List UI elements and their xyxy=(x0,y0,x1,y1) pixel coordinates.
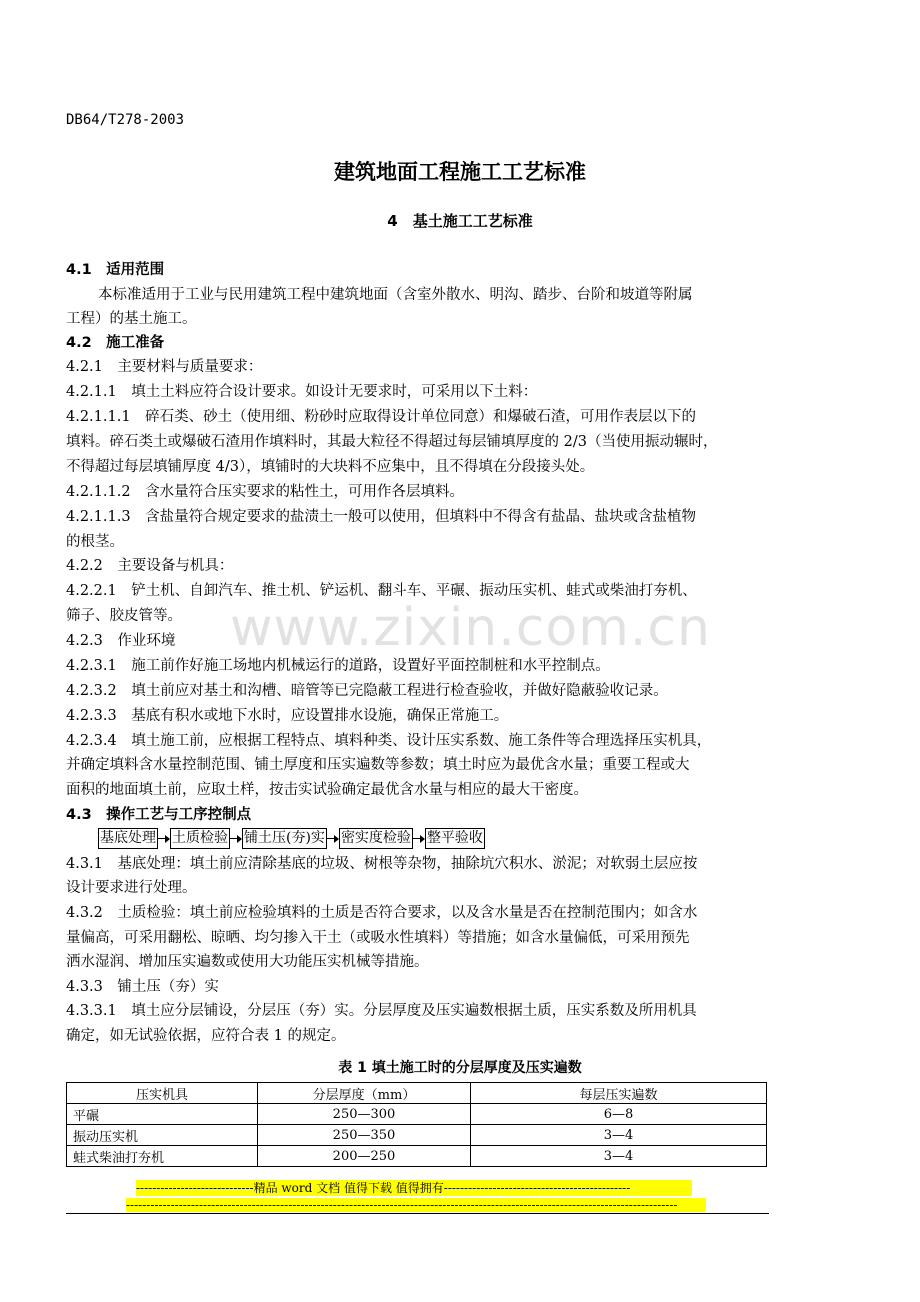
table-header-row xyxy=(67,1083,767,1104)
clause-4-2-1: 4.2.1 主要材料与质量要求： xyxy=(66,359,263,375)
flow-step-2: 土质检验 xyxy=(170,828,230,849)
table-cell: 200—250 xyxy=(258,1146,471,1167)
table-row xyxy=(67,1104,767,1125)
section-heading-4-2: 4.2 施工准备 xyxy=(66,335,165,351)
clause-4-3-2-line2: 量偏高，可采用翻松、晾晒、均匀掺入干土（或吸水性填料）等措施；如含水量偏低，可采用预先 xyxy=(66,930,690,946)
table-header-cell: 每层压实遍数 xyxy=(471,1083,767,1104)
arrow-right-icon xyxy=(413,829,425,848)
flow-step-3: 铺土压(夯)实 xyxy=(242,828,327,849)
table-cell: 振动压实机 xyxy=(67,1125,258,1146)
clause-4-2-3: 4.2.3 作业环境 xyxy=(66,633,176,649)
clause-4-3-1-line1: 4.3.1 基底处理：填土前应清除基底的垃圾、树根等杂物，抽除坑穴积水、淤泥；对软弱土层应按 xyxy=(66,856,698,872)
clause-4-2-2-1-line1: 4.2.2.1 铲土机、自卸汽车、推土机、铲运机、翻斗车、平碾、振动压实机、蛙式或柴油打夯机、 xyxy=(66,583,697,599)
clause-4-2-2-1-line2: 筛子、胶皮管等。 xyxy=(66,608,182,624)
clause-4-3-3: 4.3.3 铺土压（夯）实 xyxy=(66,979,219,995)
section-heading-4-3: 4.3 操作工艺与工序控制点 xyxy=(66,807,252,823)
table-cell: 6—8 xyxy=(471,1104,767,1125)
paragraph-4-1-line2: 工程）的基土施工。 xyxy=(66,311,197,327)
flow-step-5: 整平验收 xyxy=(425,828,485,849)
clause-4-2-1-1-3-line2: 的根茎。 xyxy=(66,534,124,550)
table-row xyxy=(67,1146,767,1167)
table-header-cell: 分层厚度（mm） xyxy=(258,1083,471,1104)
table-cell: 平碾 xyxy=(67,1104,258,1125)
clause-4-3-2-line3: 洒水湿润、增加压实遍数或使用大功能压实机械等措施。 xyxy=(66,954,429,970)
section-heading-4-1: 4.1 适用范围 xyxy=(66,262,165,278)
clause-4-2-1-1-2: 4.2.1.1.2 含水量符合压实要求的粘性土，可用作各层填料。 xyxy=(66,484,465,500)
process-flow xyxy=(98,828,485,849)
clause-4-2-3-4-line1: 4.2.3.4 填土施工前，应根据工程特点、填料种类、设计压实系数、施工条件等合理选择压实机具， xyxy=(66,733,712,749)
arrow-right-icon xyxy=(327,829,339,848)
clause-4-2-3-2: 4.2.3.2 填土前应对基土和沟槽、暗管等已完隐蔽工程进行检查验收，并做好隐蔽验收记录。 xyxy=(66,683,668,699)
clause-4-3-1-line2: 设计要求进行处理。 xyxy=(66,880,197,896)
flow-step-4: 密实度检验 xyxy=(339,828,413,849)
clause-4-2-3-3: 4.2.3.3 基底有积水或地下水时，应设置排水设施，确保正常施工。 xyxy=(66,708,509,724)
compaction-table xyxy=(66,1082,767,1167)
clause-4-2-1-1-1-line1: 4.2.1.1.1 碎石类、砂土（使用细、粉砂时应取得设计单位同意）和爆破石渣，可用作表层以下的 xyxy=(66,409,697,425)
table-header-cell: 压实机具 xyxy=(67,1083,258,1104)
clause-4-3-2-line1: 4.3.2 土质检验：填土前应检验填料的土质是否符合要求，以及含水量是否在控制范围内；如含水 xyxy=(66,905,698,921)
clause-4-2-1-1-3-line1: 4.2.1.1.3 含盐量符合规定要求的盐渍土一般可以使用，但填料中不得含有盐晶、盐块或含盐植物 xyxy=(66,509,697,525)
table-cell: 3—4 xyxy=(471,1125,767,1146)
clause-4-2-1-1-1-line2: 填料。碎石类土或爆破石渣用作填料时，其最大粒径不得超过每层铺填厚度的 2/3（当使用振动辗时， xyxy=(66,434,718,450)
flow-step-1: 基底处理 xyxy=(98,828,158,849)
clause-4-2-2: 4.2.2 主要设备与机具： xyxy=(66,558,234,574)
clause-4-2-1-1: 4.2.1.1 填土土料应符合设计要求。如设计无要求时，可采用以下土料： xyxy=(66,384,538,400)
paragraph-4-1-line1: 本标准适用于工业与民用建筑工程中建筑地面（含室外散水、明沟、踏步、台阶和坡道等附属 xyxy=(98,287,693,303)
clause-4-3-3-1-line2: 确定，如无试验依据，应符合表 1 的规定。 xyxy=(66,1028,346,1044)
clause-4-2-3-4-line3: 面积的地面填土前，应取土样，按击实试验确定最优含水量与相应的最大干密度。 xyxy=(66,782,588,798)
table-cell: 250—350 xyxy=(258,1125,471,1146)
table-row xyxy=(67,1125,767,1146)
footer-banner: -----------------------------精品 word 文档 值得下载 值得拥有---------------------------------------------- xyxy=(136,1180,692,1196)
footer-rule xyxy=(66,1213,769,1214)
document-code: DB64/T278-2003 xyxy=(66,112,185,128)
footer-dash-line: ---------------------------------------------------------------------------------------------------------------------------------------- xyxy=(126,1198,706,1212)
chapter-heading: 4 基土施工工艺标准 xyxy=(387,212,533,230)
table-cell: 250—300 xyxy=(258,1104,471,1125)
table-cell: 3—4 xyxy=(471,1146,767,1167)
clause-4-2-1-1-1-line3: 不得超过每层填铺厚度 4/3），填铺时的大块料不应集中，且不得填在分段接头处。 xyxy=(66,459,595,475)
clause-4-2-3-4-line2: 并确定填料含水量控制范围、铺土厚度和压实遍数等参数；填土时应为最优含水量；重要工程或大 xyxy=(66,757,690,773)
table-cell: 蛙式柴油打夯机 xyxy=(67,1146,258,1167)
clause-4-3-3-1-line1: 4.3.3.1 填土应分层铺设，分层压（夯）实。分层厚度及压实遍数根据土质，压实系数及所用机具 xyxy=(66,1003,697,1019)
clause-4-2-3-1: 4.2.3.1 施工前作好施工场地内机械运行的道路，设置好平面控制桩和水平控制点。 xyxy=(66,658,610,674)
arrow-right-icon xyxy=(158,829,170,848)
table-caption: 表 1 填土施工时的分层厚度及压实遍数 xyxy=(338,1060,582,1076)
document-title: 建筑地面工程施工工艺标准 xyxy=(334,160,586,184)
arrow-right-icon xyxy=(230,829,242,848)
watermark: www.zixin.com.cn xyxy=(230,598,711,658)
